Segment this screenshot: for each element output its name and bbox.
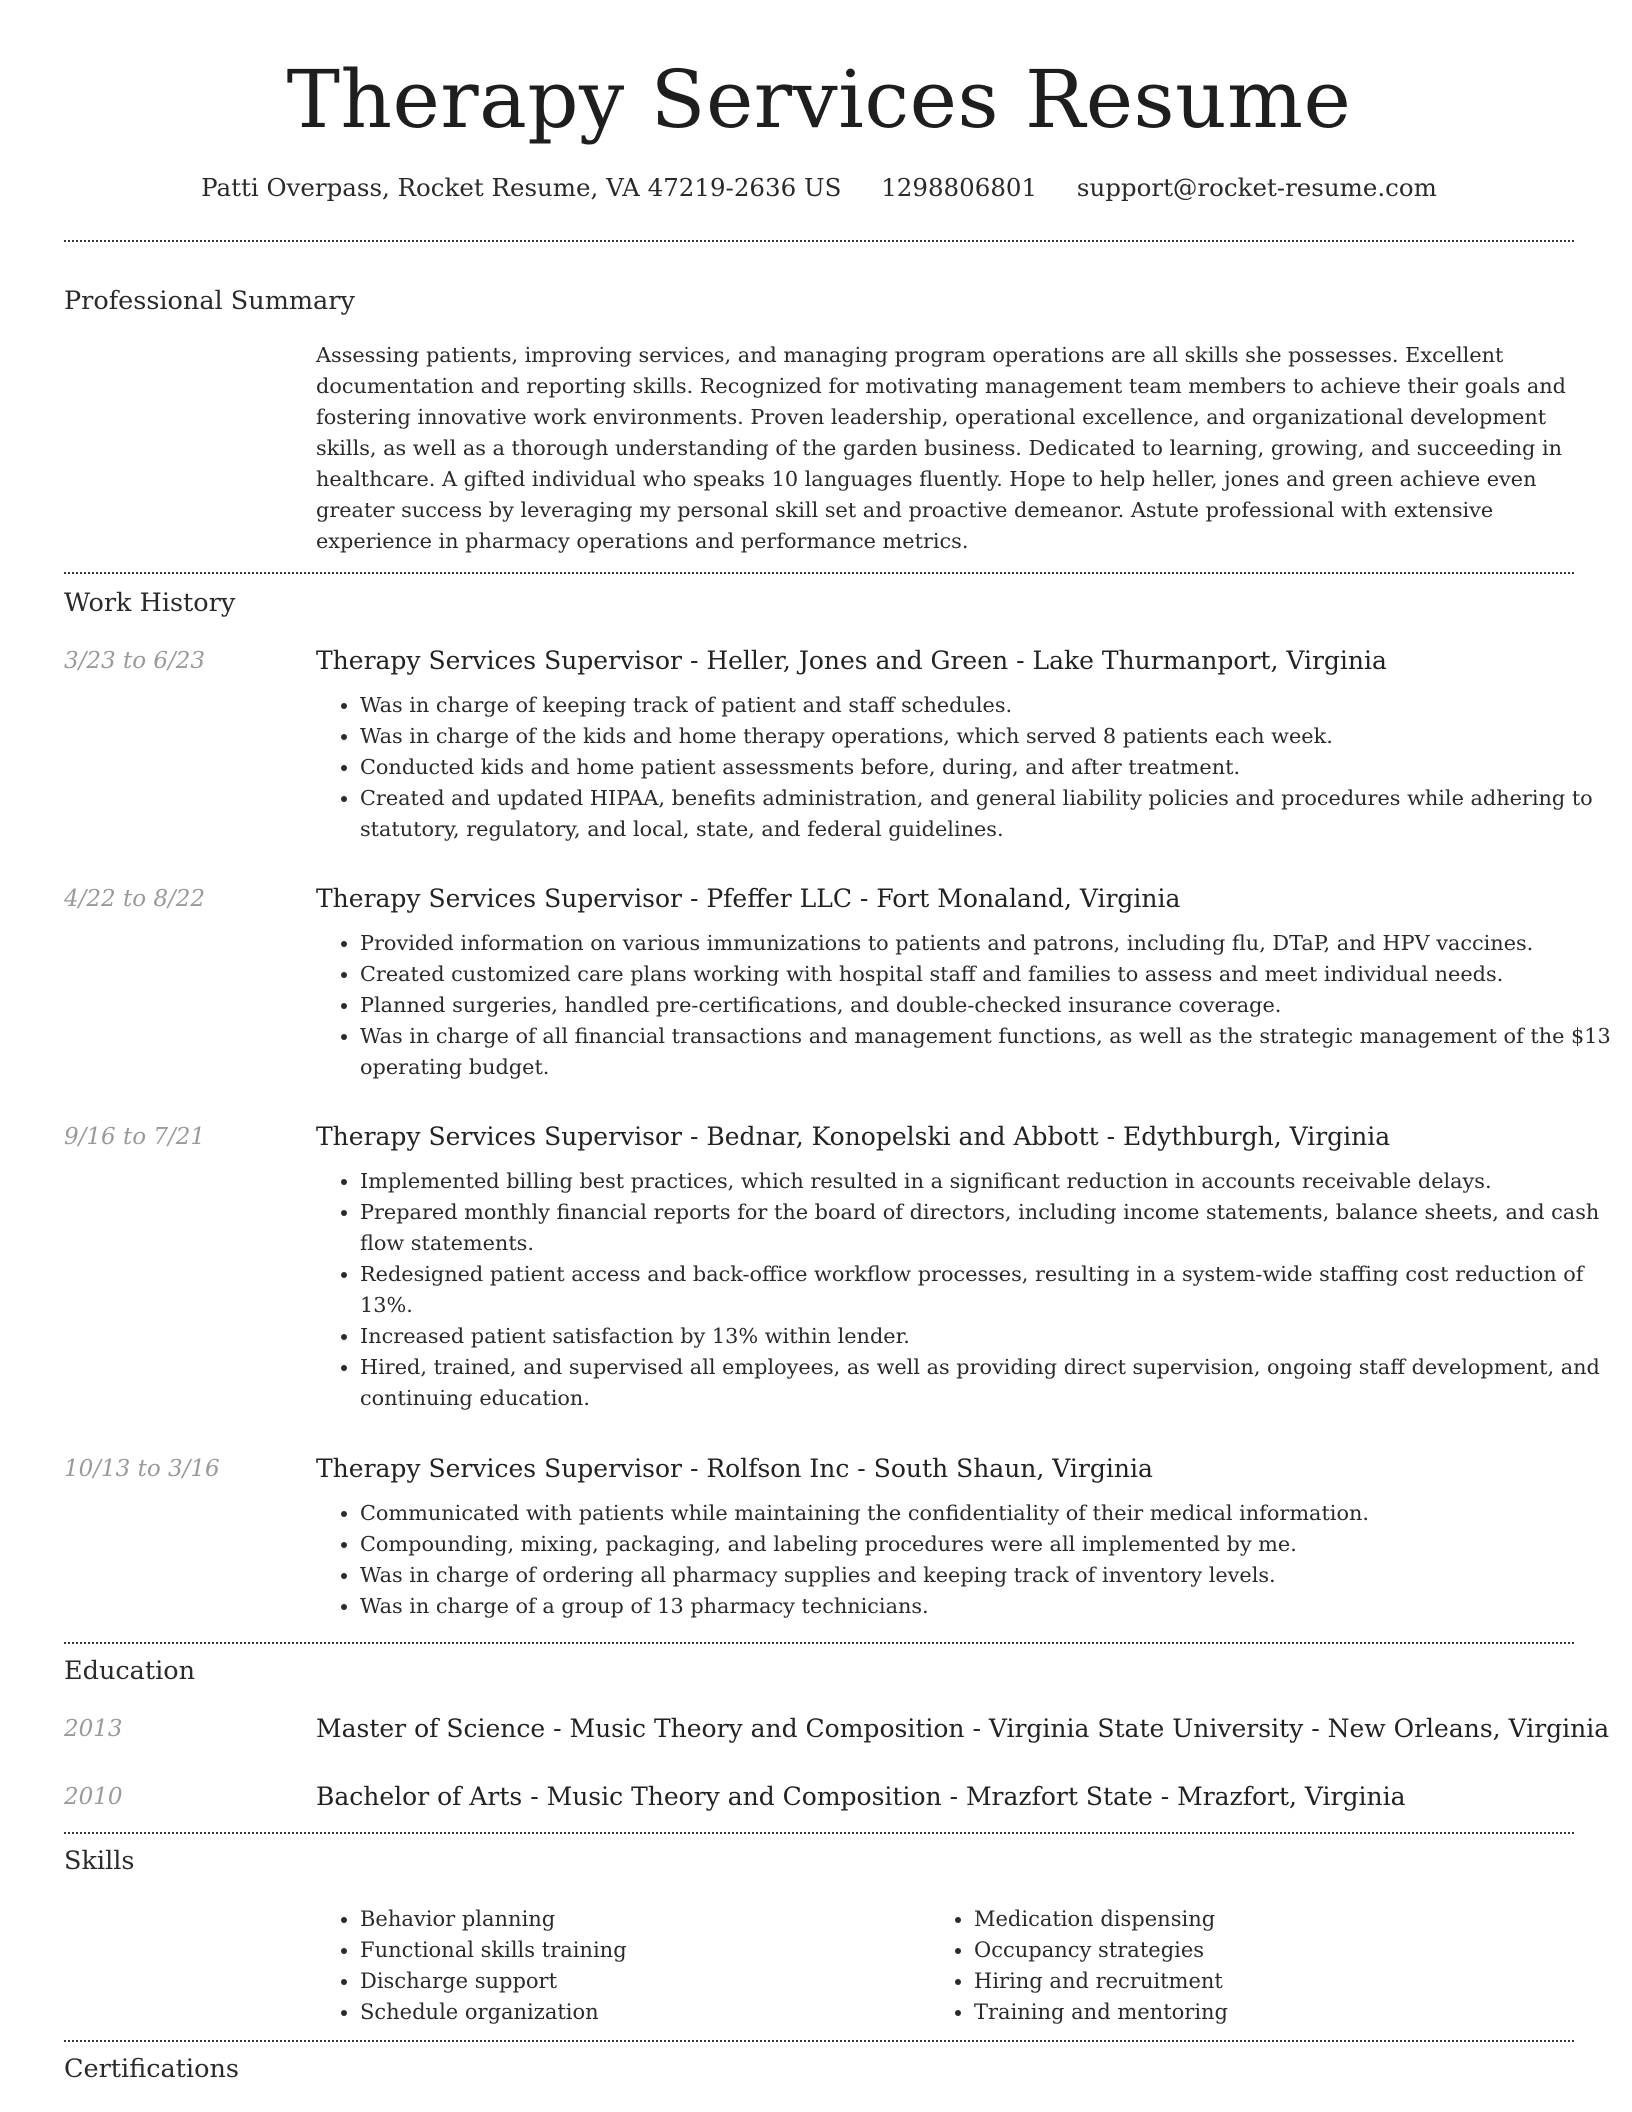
section-title-summary: Professional Summary xyxy=(64,286,355,316)
contact-address: Patti Overpass, Rocket Resume, VA 47219-2636 US xyxy=(201,173,842,202)
skill-item: • Functional skills training xyxy=(360,1935,920,1966)
skills-list-left xyxy=(316,1904,920,2028)
job-dates: 4/22 to 8/22 xyxy=(64,886,206,912)
job-bullet: • Was in charge of the kids and home therapy operations, which served 8 patients each week. xyxy=(360,721,1618,752)
job-bullet: • Provided information on various immunizations to patients and patrons, including flu, DTaP, and HPV vaccines. xyxy=(360,928,1618,959)
section-title-certifications: Certifications xyxy=(64,2054,239,2084)
skill-item: • Behavior planning xyxy=(360,1904,920,1935)
summary-text: Assessing patients, improving services, and managing program operations are all skills she possesses. Excellent documentation and reporting skills. Recognized for motivating management team members to achieve their goals and fostering innovative work environments. Proven leadership, operational excellence, and organizational development skills, as well as a thorough understanding of the garden business. Dedicated to learning, growing, and succeeding in healthcare. A gifted individual who speaks 10 languages fluently. Hope to help heller, jones and green achieve even greater success by leveraging my personal skill set and proactive demeanor. Astute professional with extensive experience in pharmacy operations and performance metrics. xyxy=(316,343,1566,553)
job-bullet: • Prepared monthly financial reports for the board of directors, including income statements, balance sheets, and cash flow statements. xyxy=(360,1197,1618,1259)
job-bullet: • Was in charge of ordering all pharmacy supplies and keeping track of inventory levels. xyxy=(360,1560,1618,1591)
job-bullet: • Increased patient satisfaction by 13% within lender. xyxy=(360,1321,1618,1352)
skill-item: • Discharge support xyxy=(360,1966,920,1997)
job-bullet: • Communicated with patients while maintaining the confidentiality of their medical information. xyxy=(360,1498,1618,1529)
job-bullets xyxy=(316,1166,1618,1414)
job-bullet: • Hired, trained, and supervised all employees, as well as providing direct supervision, ongoing staff development, and continuing education. xyxy=(360,1352,1618,1414)
job-bullet: • Was in charge of keeping track of patient and staff schedules. xyxy=(360,690,1618,721)
education-year: 2013 xyxy=(64,1716,123,1742)
section-title-work-history: Work History xyxy=(64,588,236,618)
divider xyxy=(64,240,1574,242)
job-bullet: • Was in charge of all financial transactions and management functions, as well as the strategic management of the $13 operating budget. xyxy=(360,1021,1618,1083)
skill-item: • Medication dispensing xyxy=(974,1904,1534,1935)
skill-item: • Training and mentoring xyxy=(974,1997,1534,2028)
job-heading: Therapy Services Supervisor - Rolfson Inc - South Shaun, Virginia xyxy=(316,1454,1153,1483)
skill-item: • Schedule organization xyxy=(360,1997,920,2028)
divider xyxy=(64,1642,1574,1644)
contact-phone: 1298806801 xyxy=(881,173,1038,202)
divider xyxy=(64,1832,1574,1834)
job-bullets xyxy=(316,928,1618,1083)
education-year: 2010 xyxy=(64,1784,123,1810)
divider xyxy=(64,572,1574,574)
contact-line xyxy=(64,170,1574,206)
skills-list-right xyxy=(930,1904,1534,2028)
job-bullet: • Created and updated HIPAA, benefits administration, and general liability policies and procedures while adhering to statutory, regulatory, and local, state, and federal guidelines. xyxy=(360,783,1618,845)
job-bullet: • Compounding, mixing, packaging, and labeling procedures were all implemented by me. xyxy=(360,1529,1618,1560)
education-degree: Bachelor of Arts - Music Theory and Composition - Mrazfort State - Mrazfort, Virginia xyxy=(316,1782,1406,1811)
job-bullet: • Was in charge of a group of 13 pharmacy technicians. xyxy=(360,1591,1618,1622)
job-bullet: • Implemented billing best practices, which resulted in a significant reduction in accounts receivable delays. xyxy=(360,1166,1618,1197)
job-bullet: • Conducted kids and home patient assessments before, during, and after treatment. xyxy=(360,752,1618,783)
education-entry xyxy=(64,1780,1574,1814)
skill-item: • Occupancy strategies xyxy=(974,1935,1534,1966)
job-dates: 10/13 to 3/16 xyxy=(64,1456,220,1482)
divider xyxy=(64,2040,1574,2042)
job-bullets xyxy=(316,1498,1618,1622)
contact-email[interactable]: support@rocket-resume.com xyxy=(1076,173,1437,202)
job-dates: 3/23 to 6/23 xyxy=(64,648,206,674)
section-title-education: Education xyxy=(64,1656,196,1686)
job-bullets xyxy=(316,690,1618,845)
job-bullet: • Planned surgeries, handled pre-certifications, and double-checked insurance coverage. xyxy=(360,990,1618,1021)
education-degree: Master of Science - Music Theory and Composition - Virginia State University - New Orleans, Virginia xyxy=(316,1714,1610,1743)
job-dates: 9/16 to 7/21 xyxy=(64,1124,206,1150)
page-title: Therapy Services Resume xyxy=(286,53,1352,146)
job-heading: Therapy Services Supervisor - Heller, Jones and Green - Lake Thurmanport, Virginia xyxy=(316,646,1387,675)
section-title-skills: Skills xyxy=(64,1846,135,1876)
education-entry xyxy=(64,1712,1610,1746)
job-bullet: • Created customized care plans working with hospital staff and families to assess and meet individual needs. xyxy=(360,959,1618,990)
job-heading: Therapy Services Supervisor - Pfeffer LLC - Fort Monaland, Virginia xyxy=(316,884,1181,913)
job-bullet: • Redesigned patient access and back-office workflow processes, resulting in a system-wide staffing cost reduction of 13%. xyxy=(360,1259,1618,1321)
skill-item: • Hiring and recruitment xyxy=(974,1966,1534,1997)
job-heading: Therapy Services Supervisor - Bednar, Konopelski and Abbott - Edythburgh, Virginia xyxy=(316,1122,1391,1151)
